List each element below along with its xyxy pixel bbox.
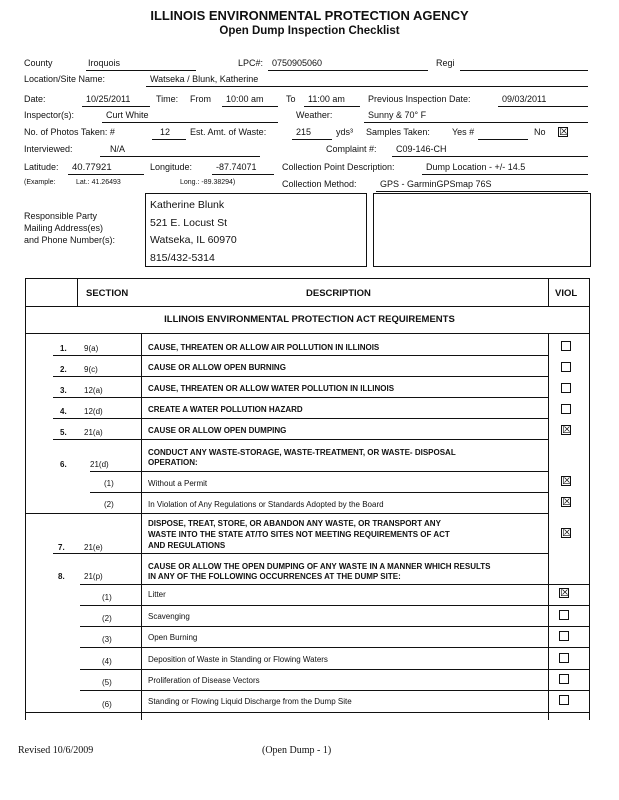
samples-yes-label: Yes #: [452, 127, 475, 137]
party-line: 815/432-5314: [150, 251, 215, 264]
lpc-value: 0750905060: [272, 58, 323, 68]
viol-checkbox[interactable]: ☒: [562, 526, 572, 539]
date-label: Date:: [24, 94, 46, 104]
to-label: To: [286, 94, 296, 104]
party-line: 521 E. Locust St: [150, 216, 228, 229]
samples-no-checkbox[interactable]: ☒: [559, 125, 569, 138]
viol-checkbox[interactable]: [559, 610, 569, 620]
previous-inspection-value: 09/03/2011: [502, 94, 547, 104]
county-label: County: [24, 58, 53, 68]
page-number: (Open Dump - 1): [262, 745, 332, 756]
viol-checkbox[interactable]: [561, 341, 571, 351]
responsible-party-label: Responsible Party Mailing Address(es) and Phone Number(s):: [24, 211, 116, 245]
example-label: (Example:: [24, 179, 56, 186]
form-subtitle: Open Dump Inspection Checklist: [219, 25, 400, 37]
waste-label: Est. Amt. of Waste:: [190, 127, 267, 137]
longitude-label: Longitude:: [150, 162, 193, 172]
samples-label: Samples Taken:: [366, 127, 430, 137]
viol-checkbox[interactable]: [561, 362, 571, 372]
revised-date: Revised 10/6/2009: [18, 745, 94, 756]
second-party-box[interactable]: [373, 193, 591, 267]
photos-label: No. of Photos Taken: #: [24, 127, 115, 137]
form-title: ILLINOIS ENVIRONMENTAL PROTECTION AGENCY: [150, 8, 469, 23]
complaint-value: C09-146-CH: [396, 144, 447, 154]
inspector-value: Curt White: [106, 110, 149, 120]
interviewed-label: Interviewed:: [24, 144, 73, 154]
description-column-header: DESCRIPTION: [306, 288, 371, 299]
time-label: Time:: [156, 94, 179, 104]
from-label: From: [190, 94, 211, 104]
viol-checkbox[interactable]: ☒: [562, 474, 572, 487]
samples-no-label: No: [534, 127, 546, 137]
collection-point-value: Dump Location - +/- 14.5: [426, 162, 526, 172]
collection-point-label: Collection Point Description:: [282, 162, 395, 172]
inspector-label: Inspector(s):: [24, 110, 75, 120]
location-value: Watseka / Blunk, Katherine: [150, 74, 259, 84]
county-value: Iroquois: [88, 58, 121, 68]
act-requirements-header: ILLINOIS ENVIRONMENTAL PROTECTION ACT REQUIREMENTS: [164, 314, 455, 325]
viol-checkbox[interactable]: [559, 674, 569, 684]
section-column-header: SECTION: [86, 288, 129, 299]
yds-label: yds³: [336, 127, 354, 137]
viol-checkbox[interactable]: [559, 653, 569, 663]
collection-method-label: Collection Method:: [282, 179, 357, 189]
previous-inspection-label: Previous Inspection Date:: [368, 94, 471, 104]
responsible-party-box[interactable]: [145, 193, 367, 267]
date-value: 10/25/2011: [86, 94, 131, 104]
weather-label: Weather:: [296, 110, 333, 120]
weather-value: Sunny & 70° F: [368, 110, 427, 120]
example-longitude: Long.: -89.38294): [180, 179, 236, 186]
collection-method-value: GPS - GarminGPSmap 76S: [380, 179, 492, 189]
viol-checkbox[interactable]: ☒: [560, 586, 570, 599]
party-line: Watseka, IL 60970: [150, 234, 237, 246]
photos-value: 12: [160, 127, 171, 137]
complaint-label: Complaint #:: [326, 144, 377, 154]
viol-checkbox[interactable]: ☒: [562, 423, 572, 436]
example-latitude: Lat.: 41.26493: [76, 179, 121, 186]
party-line: Katherine Blunk: [150, 199, 225, 211]
viol-column-header: VIOL: [555, 288, 578, 299]
latitude-label: Latitude:: [24, 162, 59, 172]
viol-checkbox[interactable]: [559, 695, 569, 705]
location-label: Location/Site Name:: [24, 74, 106, 84]
longitude-value: -87.74071: [216, 162, 257, 172]
viol-checkbox[interactable]: [561, 383, 571, 393]
lpc-label: LPC#:: [238, 58, 264, 68]
to-value: 11:00 am: [308, 94, 345, 104]
viol-checkbox[interactable]: ☒: [562, 495, 572, 508]
from-value: 10:00 am: [226, 94, 264, 104]
viol-checkbox[interactable]: [561, 404, 571, 414]
interviewed-value: N/A: [110, 144, 126, 154]
region-label: Regi: [436, 58, 455, 68]
viol-checkbox[interactable]: [559, 631, 569, 641]
latitude-value: 40.77921: [72, 162, 112, 173]
waste-value: 215: [296, 127, 312, 137]
